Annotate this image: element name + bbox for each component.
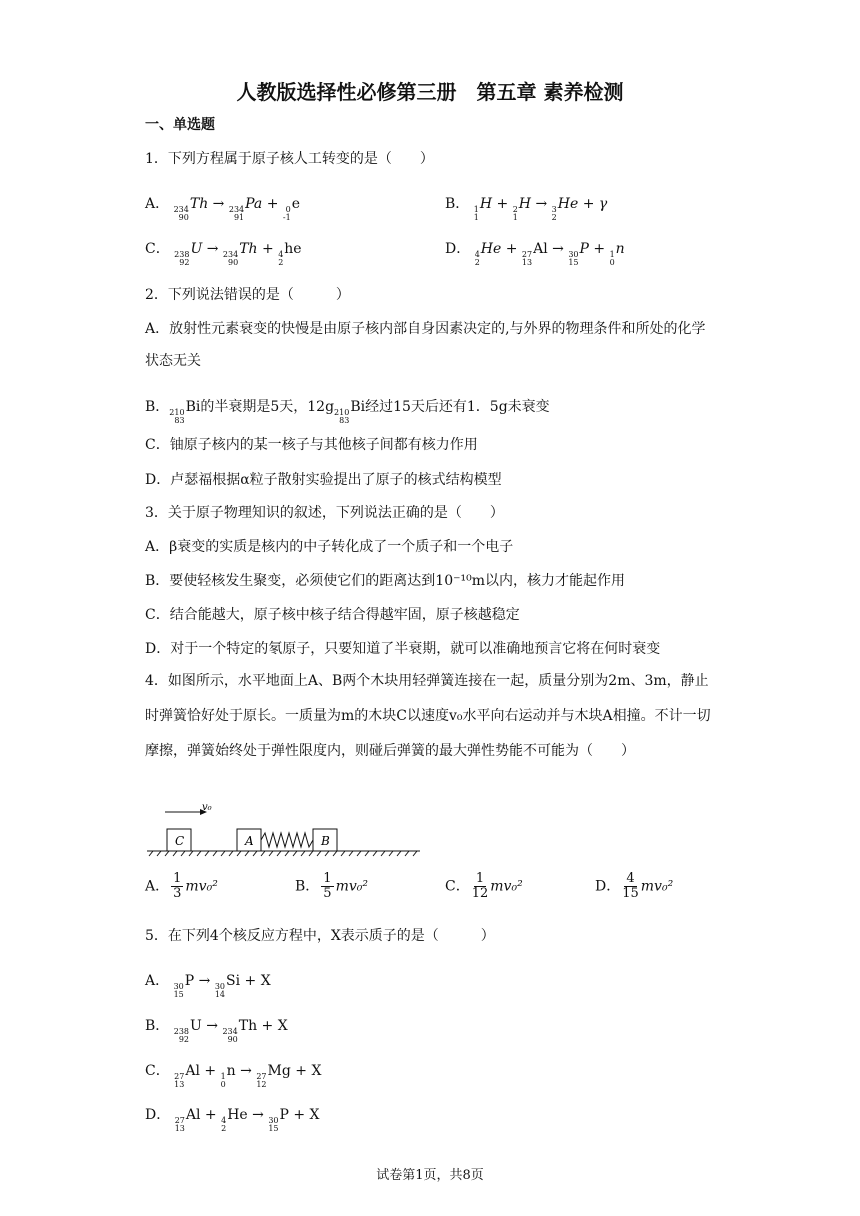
q5-option-b: B． 238 92 U → 234 90 Th + X bbox=[145, 1018, 288, 1044]
q5-stem: 5．在下列4个核反应方程中，X表示质子的是（ ） bbox=[145, 928, 495, 944]
q1-option-a: A． 234 90 Th → 234 91 Pa + 0 -1 e bbox=[145, 196, 301, 222]
q3-stem: 3．关于原子物理知识的叙述，下列说法正确的是（ ） bbox=[145, 505, 504, 521]
q3-option-d: D．对于一个特定的氡原子，只要知道了半衰期，就可以准确地预言它将在何时衰变 bbox=[145, 641, 661, 657]
q2-option-b: B． 210 83 Bi的半衰期是5天，12g 210 83 Bi经过15天后还有1．5g未衰变 bbox=[145, 399, 550, 425]
q3-option-b: B．要使轻核发生聚变，必须使它们的距离达到10⁻¹⁰m以内，核力才能起作用 bbox=[145, 573, 625, 589]
q1-option-d: D． 4 2 He + 27 13 Al → 30 15 P + 1 0 n bbox=[445, 241, 625, 267]
q2-stem: 2．下列说法错误的是（ ） bbox=[145, 287, 350, 303]
q4-figure bbox=[145, 800, 425, 860]
q4-option-a: A． $\frac{1}{3}$ mv₀² bbox=[145, 871, 218, 901]
q5-option-c: C． 27 13 Al + 1 0 n → 27 12 Mg + X bbox=[145, 1063, 322, 1089]
q3-option-a: A．β衰变的实质是核内的中子转化成了一个质子和一个电子 bbox=[145, 539, 514, 555]
velocity-label: v₀ bbox=[202, 802, 212, 813]
q3-option-c: C．结合能越大，原子核中核子结合得越牢固，原子核越稳定 bbox=[145, 607, 520, 623]
block-c-label: C bbox=[175, 834, 185, 848]
block-a-label: A bbox=[245, 834, 254, 848]
section-heading: 一、单选题 bbox=[145, 117, 215, 133]
q4-option-c: C． $\frac{1}{12}$ mv₀² bbox=[445, 871, 523, 901]
q4-option-d: D． $\frac{4}{15}$ mv₀² bbox=[595, 871, 674, 901]
q5-option-a: A． 30 15 P → 30 14 Si + X bbox=[145, 973, 271, 999]
q4-option-b: B． $\frac{1}{5}$ mv₀² bbox=[295, 871, 368, 901]
page-footer: 试卷第1页，共8页 bbox=[376, 1168, 484, 1183]
q2-option-d: D．卢瑟福根据α粒子散射实验提出了原子的核式结构模型 bbox=[145, 472, 502, 488]
q1-option-b: B． 1 1 H + 2 1 H → 3 2 He + γ bbox=[445, 196, 608, 222]
page-title: 人教版选择性必修第三册 第五章 素养检测 bbox=[236, 80, 624, 104]
q2-option-c: C．铀原子核内的某一核子与其他核子间都有核力作用 bbox=[145, 437, 478, 453]
q1-option-c: C． 238 92 U → 234 90 Th + 4 2 he bbox=[145, 241, 302, 267]
q1-stem: 1．下列方程属于原子核人工转变的是（ ） bbox=[145, 151, 434, 167]
q5-option-d: D． 27 13 Al + 4 2 He → 30 15 P + X bbox=[145, 1107, 320, 1133]
block-b-label: B bbox=[321, 834, 330, 848]
q4-stem: 4．如图所示，水平地面上A、B两个木块用轻弹簧连接在一起，质量分别为2m、3m，静止时弹簧恰好处于原长。一质量为m的木块C以速度v₀水平向右运动并与木块A相撞。不计一切摩擦，弹簧始终处于弹性限度内，则碰后弹簧的最大弹性势能不可能为（ ） bbox=[145, 673, 711, 759]
q2-option-a: A．放射性元素衰变的快慢是由原子核内部自身因素决定的,与外界的物理条件和所处的化学状态无关 bbox=[145, 321, 706, 369]
